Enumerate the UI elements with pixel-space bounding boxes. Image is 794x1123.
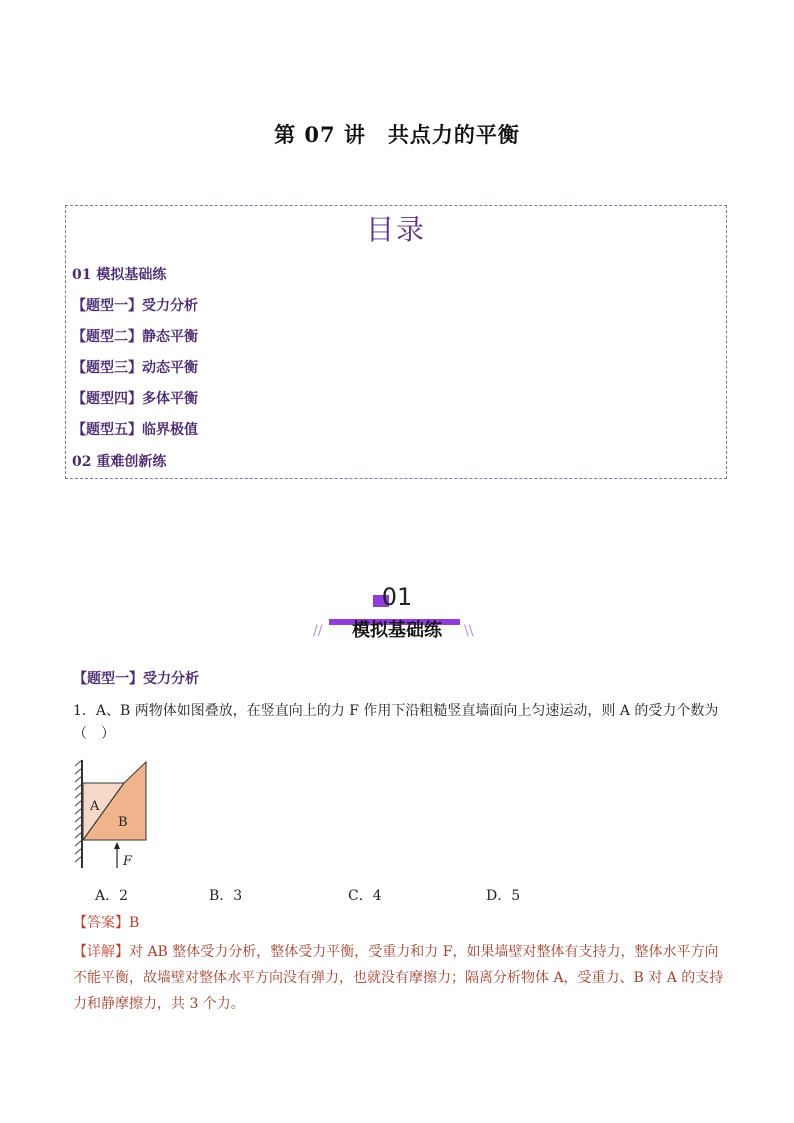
toc-item-type-5[interactable]: 【题型五】临界极值 — [72, 422, 198, 438]
detail-text: 对 AB 整体受力分析，整体受力平衡，受重力和力 F，如果墙壁对整体有支持力，整体水平方向不能平衡，故墙壁对整体水平方向没有弹力，也就没有摩擦力；隔离分析物体 A，受重力、B 对 A 的支持力和静摩擦力，共 3 个力。 — [73, 944, 724, 1012]
toc-item-section-01[interactable]: 01 模拟基础练 — [72, 267, 167, 283]
question-stem: 1．A、B 两物体如图叠放，在竖直向上的力 F 作用下沿粗糙竖直墙面向上匀速运动，则 A 的受力个数为 — [73, 703, 719, 719]
force-arrow — [114, 842, 120, 868]
toc-item-type-4[interactable]: 【题型四】多体平衡 — [72, 391, 198, 407]
detail-explanation — [73, 939, 728, 1017]
detail-label: 【详解】 — [73, 944, 129, 960]
question-type-heading: 【题型一】受力分析 — [73, 671, 199, 687]
toc-item-type-2[interactable]: 【题型二】静态平衡 — [72, 329, 198, 345]
toc-item-type-3[interactable]: 【题型三】动态平衡 — [72, 360, 198, 376]
table-of-contents — [65, 205, 727, 479]
section-number: 01 — [381, 583, 413, 611]
wall-hatching — [75, 760, 82, 868]
option-c[interactable]: C．4 — [348, 888, 382, 904]
option-b[interactable]: B．3 — [209, 888, 243, 904]
section-left-decoration: // — [313, 623, 323, 639]
answer-blank: （ ） — [73, 726, 115, 742]
section-right-decoration: \\ — [464, 623, 474, 639]
toc-heading: 目录 — [365, 213, 426, 246]
stacked-blocks-figure — [70, 758, 160, 873]
block-b-label: B — [118, 815, 128, 830]
option-a[interactable]: A．2 — [95, 888, 129, 904]
answer-line — [73, 912, 139, 932]
block-a-label: A — [90, 799, 100, 814]
force-label: F — [123, 854, 133, 869]
section-badge — [0, 583, 794, 653]
toc-item-section-02[interactable]: 02 重难创新练 — [72, 454, 167, 470]
page-title: 第 07 讲 共点力的平衡 — [274, 122, 520, 147]
answer-value: B — [129, 915, 140, 931]
option-d[interactable]: D．5 — [486, 888, 521, 904]
section-name: 模拟基础练 — [352, 620, 442, 641]
toc-item-type-1[interactable]: 【题型一】受力分析 — [72, 298, 198, 314]
answer-label: 【答案】 — [73, 915, 129, 931]
